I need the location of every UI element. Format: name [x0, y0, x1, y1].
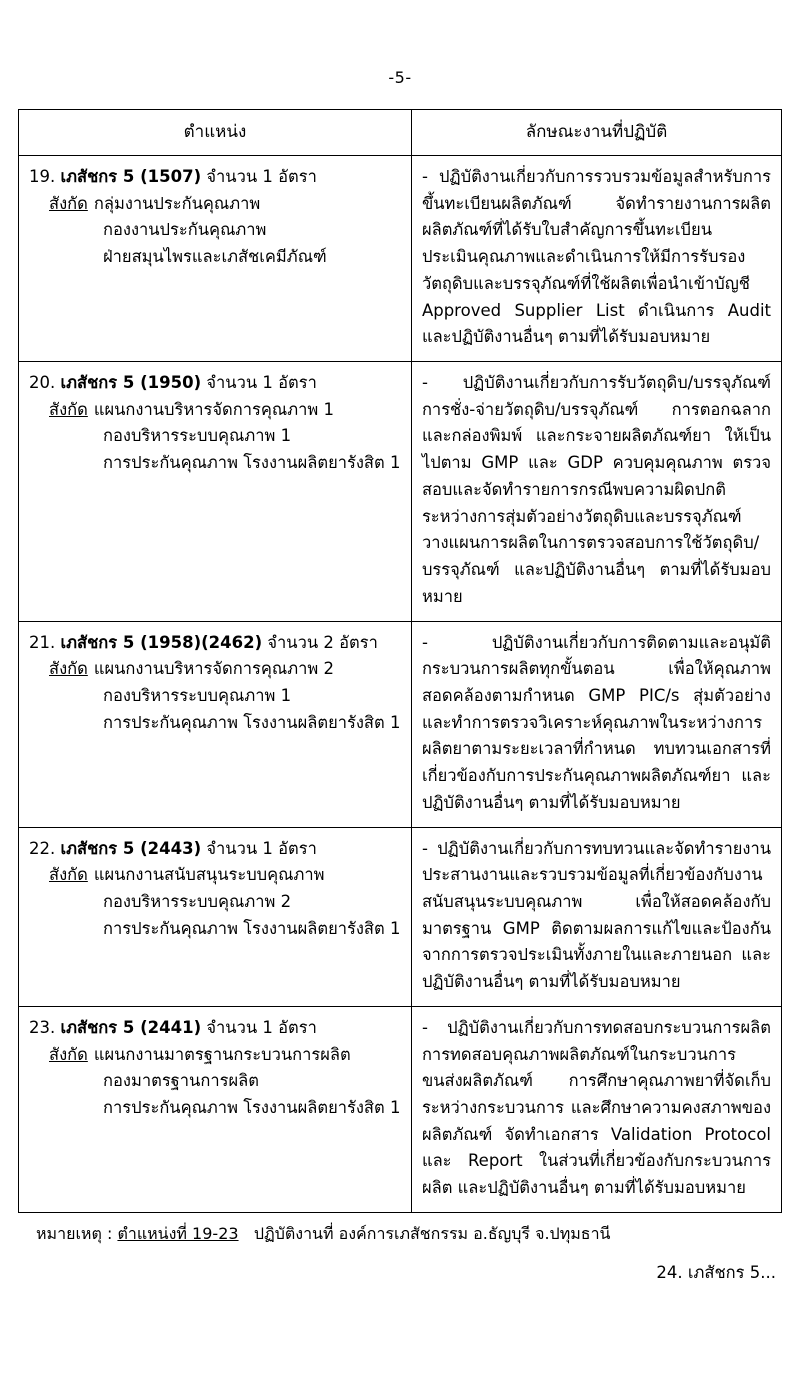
table-row — [19, 827, 782, 1006]
position-title: เภสัชกร 5 (2441) — [60, 1017, 202, 1037]
position-quota: จำนวน 1 อัตรา — [206, 1017, 317, 1037]
affiliation-value: ฝ่ายสมุนไพรและเภสัชเคมีภัณฑ์ — [103, 247, 327, 267]
affiliation-spacer — [29, 683, 103, 710]
table-row — [19, 156, 782, 362]
affiliation-spacer — [29, 889, 103, 916]
duty-text: - ปฏิบัติงานเกี่ยวกับการทบทวนและจัดทำรายงานประสานงานและรวบรวมข้อมูลที่เกี่ยวข้องกับงานสนับสนุนระบบคุณภาพ เพื่อให้สอดคล้องกับมาตรฐาน GMP ติดตามผลการแก้ไขและป้องกันจากการตรวจประเมินทั้งภายในและภายนอก และปฏิบัติงานอื่นๆ ตามที่ได้รับมอบหมาย — [421, 838, 771, 992]
position-heading — [29, 1015, 401, 1042]
note-position-label: ตำแหน่งที่ 19-23 — [117, 1223, 239, 1243]
column-header-position: ตำแหน่ง — [19, 110, 412, 156]
affiliation-line — [29, 683, 401, 710]
position-quota: จำนวน 2 อัตรา — [267, 632, 378, 652]
position-title: เภสัชกร 5 (1507) — [60, 167, 202, 186]
affiliation-value: กองมาตรฐานการผลิต — [103, 1071, 259, 1091]
position-quota: จำนวน 1 อัตรา — [206, 373, 317, 393]
table-row — [19, 362, 782, 621]
affiliation-line — [29, 889, 401, 916]
note-text: ปฏิบัติงานที่ องค์การเภสัชกรรม อ.ธัญบุรี จ.ปทุมธานี — [253, 1223, 611, 1243]
position-number: 23. — [29, 1017, 56, 1037]
affiliation-spacer — [29, 450, 103, 477]
duty-text: - ปฏิบัติงานเกี่ยวกับการทดสอบกระบวนการผลิต การทดสอบคุณภาพผลิตภัณฑ์ในกระบวนการขนส่งผลิตภัณฑ์ การศึกษาคุณภาพยาที่จัดเก็บระหว่างกระบวนการ และศึกษาความคงสภาพของผลิตภัณฑ์ จัดทำเอกสาร Validation Protocol และ Report ในส่วนที่เกี่ยวข้องกับกระบวนการผลิต และปฏิบัติงานอื่นๆ ตามที่ได้รับมอบหมาย — [421, 1017, 771, 1198]
positions-table — [18, 109, 782, 1213]
affiliation-value: กองบริหารระบบคุณภาพ 2 — [103, 891, 292, 911]
affiliation-line — [29, 191, 401, 218]
affiliation-spacer — [29, 916, 103, 943]
affiliation-line — [29, 423, 401, 450]
affiliation-value: แผนกงานสนับสนุนระบบคุณภาพ — [93, 865, 325, 885]
page-number: -5- — [388, 68, 412, 87]
note-label: หมายเหตุ : — [36, 1223, 113, 1243]
affiliation-label: สังกัด — [49, 1044, 88, 1064]
affiliation-value: แผนกงานมาตรฐานกระบวนการผลิต — [93, 1044, 351, 1064]
affiliation-spacer — [29, 423, 103, 450]
column-header-duties: ลักษณะงานที่ปฏิบัติ — [411, 110, 781, 156]
position-cell — [19, 827, 412, 1006]
position-cell — [19, 362, 412, 621]
affiliation-line — [29, 710, 401, 737]
affiliation-label: สังกัด — [49, 399, 88, 419]
duty-cell — [411, 156, 781, 362]
affiliation-label: สังกัด — [49, 865, 88, 885]
duty-cell — [411, 1006, 781, 1212]
position-number: 22. — [29, 838, 56, 858]
affiliation-line — [29, 656, 401, 683]
affiliation-line — [29, 862, 401, 889]
affiliation-label: สังกัด — [49, 659, 88, 679]
position-number: 21. — [29, 632, 56, 652]
position-title: เภสัชกร 5 (1950) — [60, 373, 202, 393]
table-header-row — [19, 110, 782, 156]
affiliation-label: สังกัด — [49, 193, 88, 213]
affiliation-spacer — [29, 244, 103, 271]
affiliation-spacer — [29, 217, 103, 244]
table-row — [19, 621, 782, 827]
affiliation-value: แผนกงานบริหารจัดการคุณภาพ 1 — [93, 399, 334, 419]
position-heading — [29, 164, 401, 191]
position-cell — [19, 1006, 412, 1212]
affiliation-value: การประกันคุณภาพ โรงงานผลิตยารังสิต 1 — [103, 453, 401, 473]
affiliation-line — [29, 1068, 401, 1095]
position-heading — [29, 370, 401, 397]
affiliation-spacer — [29, 710, 103, 737]
table-row — [19, 1006, 782, 1212]
position-heading — [29, 836, 401, 863]
position-cell — [19, 621, 412, 827]
note-line — [18, 1221, 782, 1247]
duty-text: - ปฏิบัติงานเกี่ยวกับการรวบรวมข้อมูลสำหรับการขึ้นทะเบียนผลิตภัณฑ์ จัดทำรายงานการผลิตผลิตภัณฑ์ที่ได้รับใบสำคัญการขึ้นทะเบียน ประเมินคุณภาพและดำเนินการให้มีการรับรองวัตถุดิบและบรรจุภัณฑ์ที่ใช้ผลิตเพื่อนำเข้าบัญชี Approved Supplier List ดำเนินการ Audit และปฏิบัติงานอื่นๆ ตามที่ได้รับมอบหมาย — [421, 167, 771, 347]
duty-cell — [411, 621, 781, 827]
affiliation-value: กองบริหารระบบคุณภาพ 1 — [103, 426, 292, 446]
affiliation-value: การประกันคุณภาพ โรงงานผลิตยารังสิต 1 — [103, 1098, 401, 1117]
position-number: 20. — [29, 373, 56, 393]
affiliation-value: การประกันคุณภาพ โรงงานผลิตยารังสิต 1 — [103, 918, 401, 938]
duty-cell — [411, 827, 781, 1006]
position-title: เภสัชกร 5 (1958)(2462) — [60, 632, 263, 652]
position-cell — [19, 156, 412, 362]
table-body — [19, 156, 782, 1213]
duty-text: - ปฏิบัติงานเกี่ยวกับการรับวัตถุดิบ/บรรจุภัณฑ์ การชั่ง-จ่ายวัตถุดิบ/บรรจุภัณฑ์ การตอกฉลากและกล่องพิมพ์ และกระจายผลิตภัณฑ์ยา ให้เป็นไปตาม GMP และ GDP ควบคุมคุณภาพ ตรวจสอบและจัดทำรายการกรณีพบความผิดปกติระหว่างการสุ่มตัวอย่างวัตถุดิบและบรรจุภัณฑ์ วางแผนการผลิตในการตรวจสอบการใช้วัตถุดิบ/บรรจุภัณฑ์ และปฏิบัติงานอื่นๆ ตามที่ได้รับมอบหมาย — [421, 373, 771, 606]
position-quota: จำนวน 1 อัตรา — [206, 167, 317, 186]
affiliation-line — [29, 1095, 401, 1122]
affiliation-value: แผนกงานบริหารจัดการคุณภาพ 2 — [93, 659, 334, 679]
affiliation-line — [29, 244, 401, 271]
affiliation-value: การประกันคุณภาพ โรงงานผลิตยารังสิต 1 — [103, 712, 401, 732]
affiliation-line — [29, 1042, 401, 1069]
affiliation-value: กองบริหารระบบคุณภาพ 1 — [103, 685, 292, 705]
affiliation-line — [29, 217, 401, 244]
affiliation-line — [29, 397, 401, 424]
position-number: 19. — [29, 167, 56, 186]
continuation-footer: 24. เภสัชกร 5... — [656, 1263, 776, 1283]
position-quota: จำนวน 1 อัตรา — [206, 838, 317, 858]
affiliation-value: กองงานประกันคุณภาพ — [103, 220, 267, 240]
affiliation-line — [29, 450, 401, 477]
duty-text: - ปฏิบัติงานเกี่ยวกับการติดตามและอนุมัติกระบวนการผลิตทุกขั้นตอน เพื่อให้คุณภาพสอดคล้องตามกำหนด GMP PIC/s สุ่มตัวอย่างและทำการตรวจวิเคราะห์คุณภาพในระหว่างการผลิตยาตามระยะเวลาที่กำหนด ทบทวนเอกสารที่เกี่ยวข้องกับการประกันคุณภาพผลิตภัณฑ์ยา และปฏิบัติงานอื่นๆ ตามที่ได้รับมอบหมาย — [421, 632, 771, 812]
affiliation-line — [29, 916, 401, 943]
position-heading — [29, 630, 401, 657]
affiliation-spacer — [29, 1095, 103, 1122]
affiliation-spacer — [29, 1068, 103, 1095]
position-title: เภสัชกร 5 (2443) — [60, 838, 202, 858]
affiliation-value: กลุ่มงานประกันคุณภาพ — [93, 193, 261, 213]
duty-cell — [411, 362, 781, 621]
